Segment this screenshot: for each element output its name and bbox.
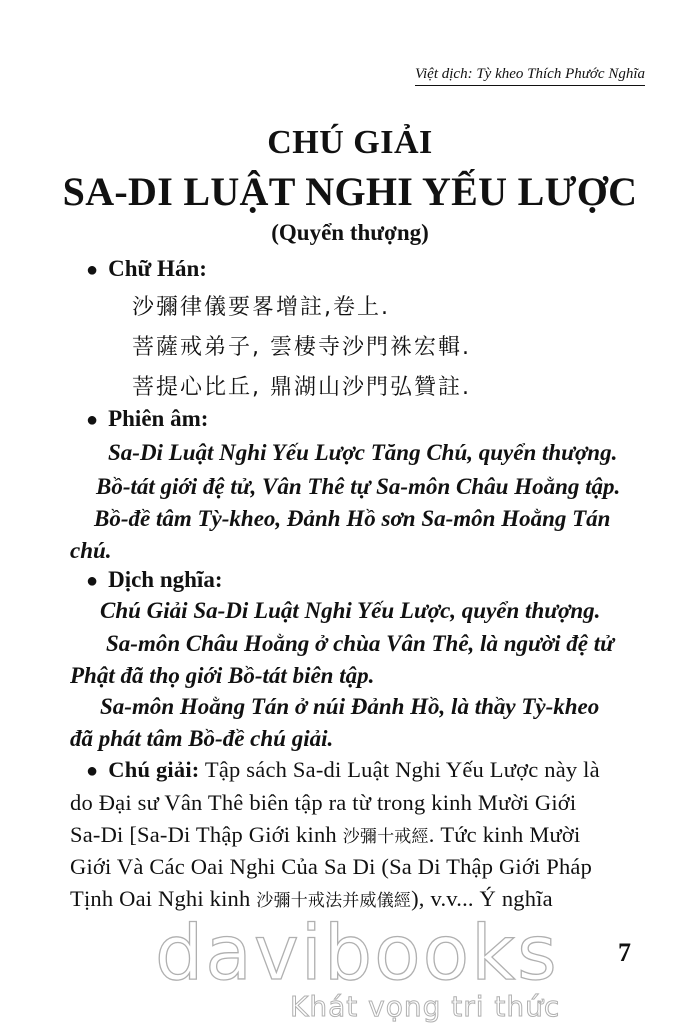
watermark-slogan: Khát vọng tri thức	[290, 990, 561, 1023]
title-line-2: SA-DI LUẬT NGHI YẾU LƯỢC	[62, 169, 638, 214]
chu-giai-line-3	[70, 822, 580, 848]
body-text: Tịnh Oai Nghi kinh	[70, 886, 251, 911]
bullet-icon: ●	[86, 570, 99, 592]
dich-nghia-line-4: Sa-môn Hoằng Tán ở núi Đảnh Hồ, là thầy Tỳ-kheo	[100, 694, 600, 719]
dich-nghia-line-5: đã phát tâm Bồ-đề chú giải.	[70, 726, 334, 751]
page-number: 7	[618, 938, 631, 967]
title-line-1: CHÚ GIẢI	[267, 124, 433, 161]
han-inline: 沙彌十戒法并威儀經	[256, 891, 412, 911]
bullet-icon: ●	[86, 409, 99, 431]
chu-giai-line-4: Giới Và Các Oai Nghi Của Sa Di (Sa Di Thập Giới Pháp	[70, 854, 593, 879]
running-header: Việt dịch: Tỳ kheo Thích Phước Nghĩa	[415, 66, 645, 86]
section-heading-phien-am	[86, 406, 208, 432]
heading-text: Chữ Hán:	[108, 256, 207, 281]
body-text: . Tức kinh Mười	[428, 822, 581, 847]
heading-text: Dịch nghĩa:	[108, 567, 223, 592]
han-line-3: 菩提心比丘, 鼎湖山沙門弘贊註.	[132, 375, 471, 400]
bullet-icon: ●	[86, 259, 99, 281]
body-text: Tập sách Sa-di Luật Nghi Yếu Lược này là	[204, 757, 600, 782]
han-line-2: 菩薩戒弟子, 雲棲寺沙門袾宏輯.	[132, 335, 471, 360]
dich-nghia-line-2: Sa-môn Châu Hoằng ở chùa Vân Thê, là người đệ tử	[106, 631, 614, 656]
subtitle: (Quyển thượng)	[271, 220, 429, 245]
bullet-icon: ●	[86, 760, 99, 782]
phien-am-line-2: Bồ-tát giới đệ tử, Vân Thê tự Sa-môn Châu Hoằng tập.	[96, 474, 621, 499]
dich-nghia-line-3: Phật đã thọ giới Bồ-tát biên tập.	[70, 663, 375, 688]
section-heading-dich-nghia	[86, 567, 222, 593]
phien-am-line-4: chú.	[70, 538, 112, 563]
han-line-1: 沙彌律儀要畧增註,卷上.	[132, 295, 390, 320]
chu-giai-line-1	[86, 757, 600, 783]
body-text: Sa-Di [Sa-Di Thập Giới kinh	[70, 822, 337, 847]
watermark-brand: davibooks	[155, 908, 559, 997]
section-heading-chu-han	[86, 256, 207, 282]
heading-text: Phiên âm:	[108, 406, 209, 431]
dich-nghia-line-1: Chú Giải Sa-Di Luật Nghi Yếu Lược, quyển thượng.	[100, 598, 601, 623]
chu-giai-line-2: do Đại sư Vân Thê biên tập ra từ trong kinh Mười Giới	[70, 790, 577, 815]
han-inline: 沙彌十戒經	[342, 827, 429, 847]
phien-am-line-1: Sa-Di Luật Nghi Yếu Lược Tăng Chú, quyển thượng.	[108, 440, 618, 465]
phien-am-line-3: Bồ-đề tâm Tỳ-kheo, Đảnh Hồ sơn Sa-môn Hoằng Tán	[94, 506, 611, 531]
heading-text: Chú giải:	[108, 757, 200, 782]
body-text: ), v.v... Ý nghĩa	[411, 886, 553, 911]
